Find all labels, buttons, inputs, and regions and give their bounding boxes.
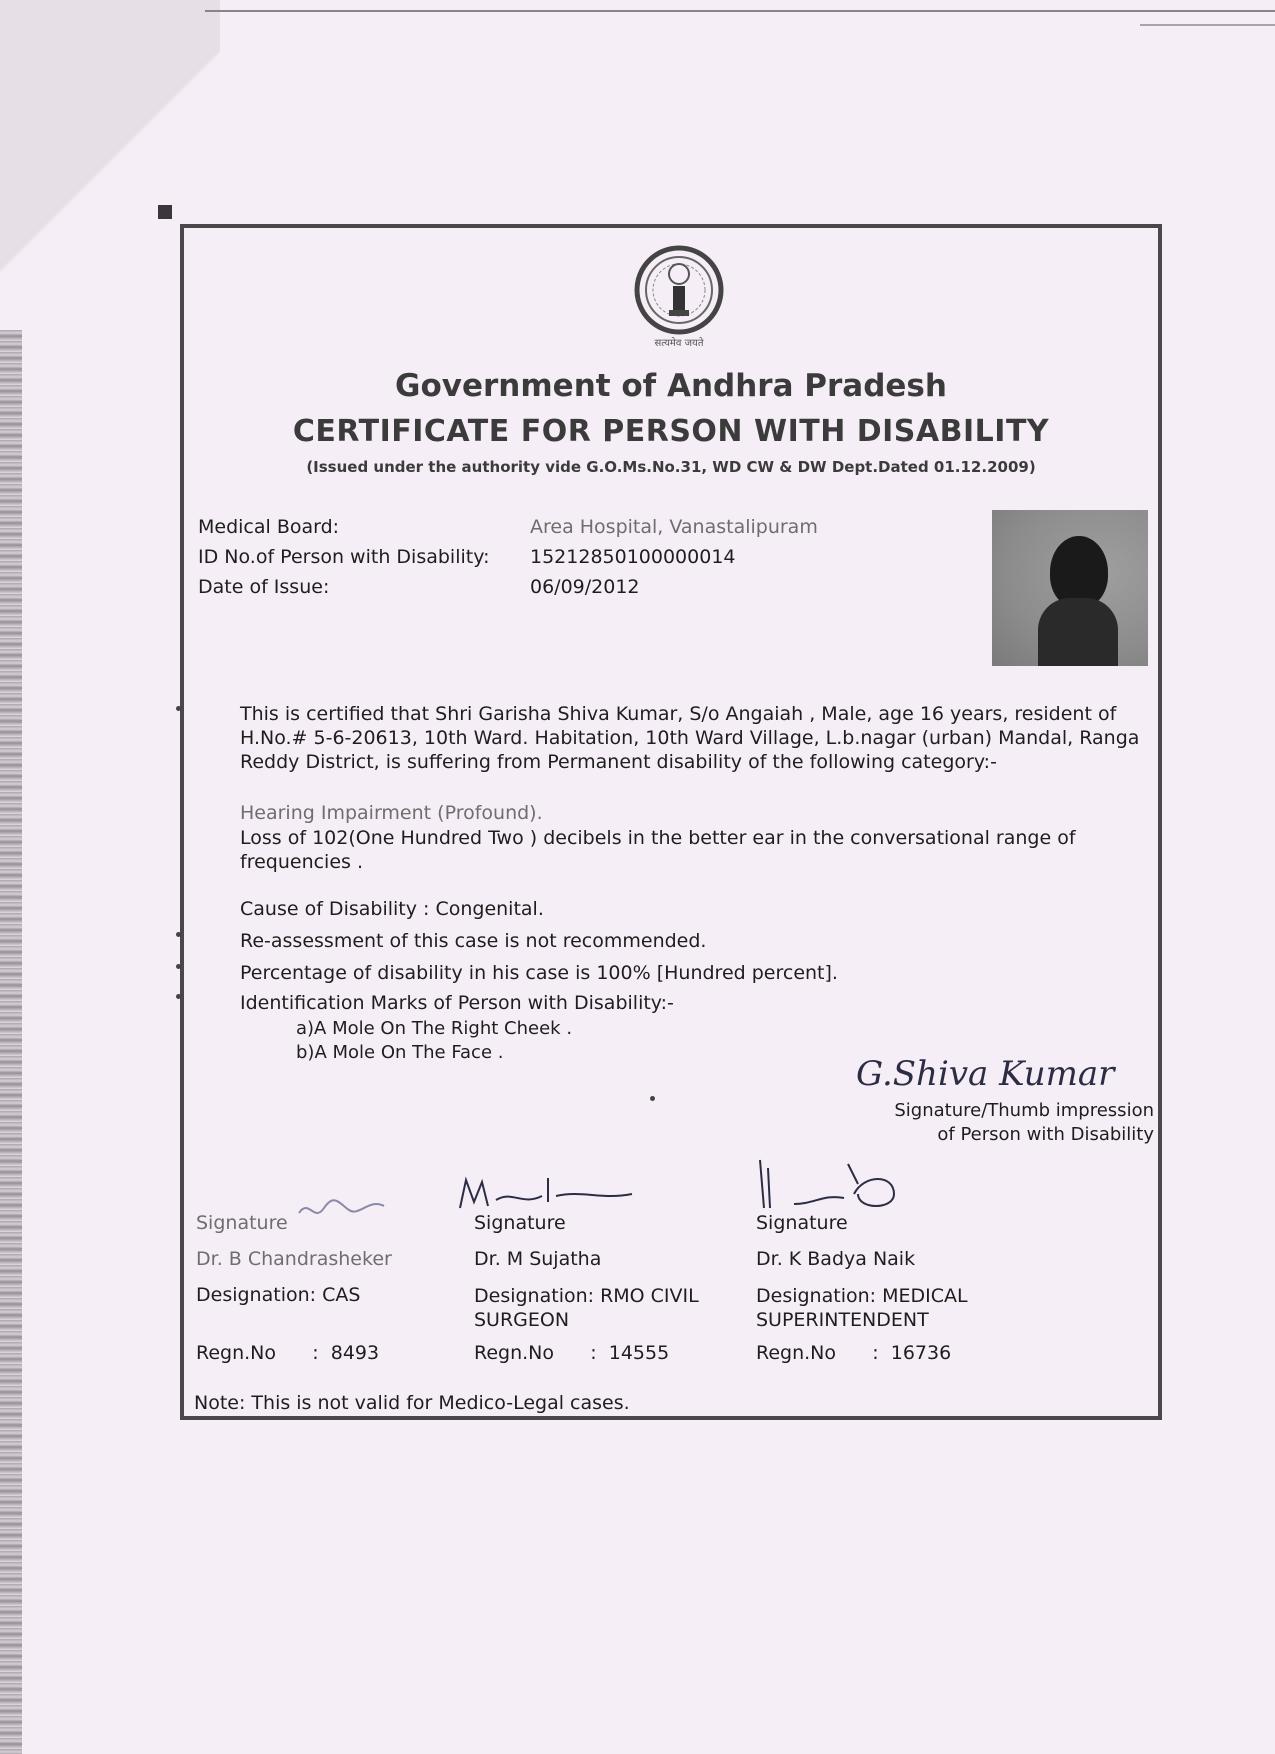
person-signature-caption-2: of Person with Disability [937,1124,1154,1145]
date-label: Date of Issue: [198,576,330,598]
hearing-loss-text: Loss of 102(One Hundred Two ) decibels in the better ear in the conversational range of frequencies . [240,827,1076,873]
medical-board-value: Area Hospital, Vanastalipuram [530,516,818,538]
id-label: ID No.of Person with Disability: [198,546,490,568]
identification-mark-b: b)A Mole On The Face . [296,1042,504,1063]
signatory-block-3 [756,1212,1016,1382]
doctor-name: Dr. K Badya Naik [756,1248,916,1270]
state-emblem-icon [624,242,734,352]
certification-text: This is certified that Shri Garisha Shiva Kumar, S/o Angaiah , Male, age 16 years, resident of H.No.# 5-6-20613, 10th Ward. Habitation, 10th Ward Village, L.b.nagar (urban) Mandal, Ranga Reddy District, is suffering from Permanent disability of the following category:- [240,703,1140,773]
emblem-motto: सत्यमेव जयते [654,338,704,349]
margin-dot [176,706,181,711]
margin-dot [650,1096,655,1101]
reassessment-text: Re-assessment of this case is not recommended. [240,930,707,952]
doctor-registration: Regn.No : 14555 [474,1342,670,1364]
top-rule-right [1140,24,1275,26]
doctor-name: Dr. M Sujatha [474,1248,602,1270]
photo-body [1038,598,1118,666]
doctor-name: Dr. B Chandrasheker [196,1248,392,1270]
disability-category: Hearing Impairment (Profound). [240,802,543,824]
doctor-designation: Designation: MEDICAL SUPERINTENDENT [756,1285,968,1331]
identification-mark-a: a)A Mole On The Right Cheek . [296,1018,573,1039]
person-signature: G.Shiva Kumar [856,1054,1115,1094]
id-value: 15212850100000014 [530,546,736,568]
doctor-designation: Designation: CAS [196,1284,361,1306]
certificate [180,224,1162,1420]
signature-label: Signature [196,1212,288,1234]
percentage-text: Percentage of disability in his case is 100% [Hundred percent]. [240,962,838,984]
signature-scribble-3 [754,1154,934,1214]
signature-label: Signature [474,1212,566,1234]
scan-edge [0,330,22,1754]
corner-mark [158,205,172,219]
cause-of-disability: Cause of Disability : Congenital. [240,898,544,920]
signatory-block-2 [474,1212,744,1382]
margin-dot [176,994,181,999]
identification-label: Identification Marks of Person with Disability:- [240,992,674,1014]
signature-scribble-2 [452,1172,652,1216]
certificate-title: CERTIFICATE FOR PERSON WITH DISABILITY [292,414,1050,449]
signatory-block-1 [196,1212,466,1382]
person-photo [992,510,1148,666]
validity-note: Note: This is not valid for Medico-Legal cases. [194,1392,630,1414]
issued-authority: (Issued under the authority vide G.O.Ms.No.31, WD CW & DW Dept.Dated 01.12.2009) [306,458,1036,476]
signature-label: Signature [756,1212,848,1234]
person-signature-caption-1: Signature/Thumb impression [894,1100,1154,1121]
government-title: Government of Andhra Pradesh [395,368,947,404]
top-rule [205,10,1275,12]
doctor-registration: Regn.No : 8493 [196,1342,380,1364]
date-value: 06/09/2012 [530,576,640,598]
doctor-designation: Designation: RMO CIVIL SURGEON [474,1285,699,1331]
medical-board-label: Medical Board: [198,516,340,538]
margin-dot [176,964,181,969]
doctor-registration: Regn.No : 16736 [756,1342,952,1364]
margin-dot [176,932,181,937]
